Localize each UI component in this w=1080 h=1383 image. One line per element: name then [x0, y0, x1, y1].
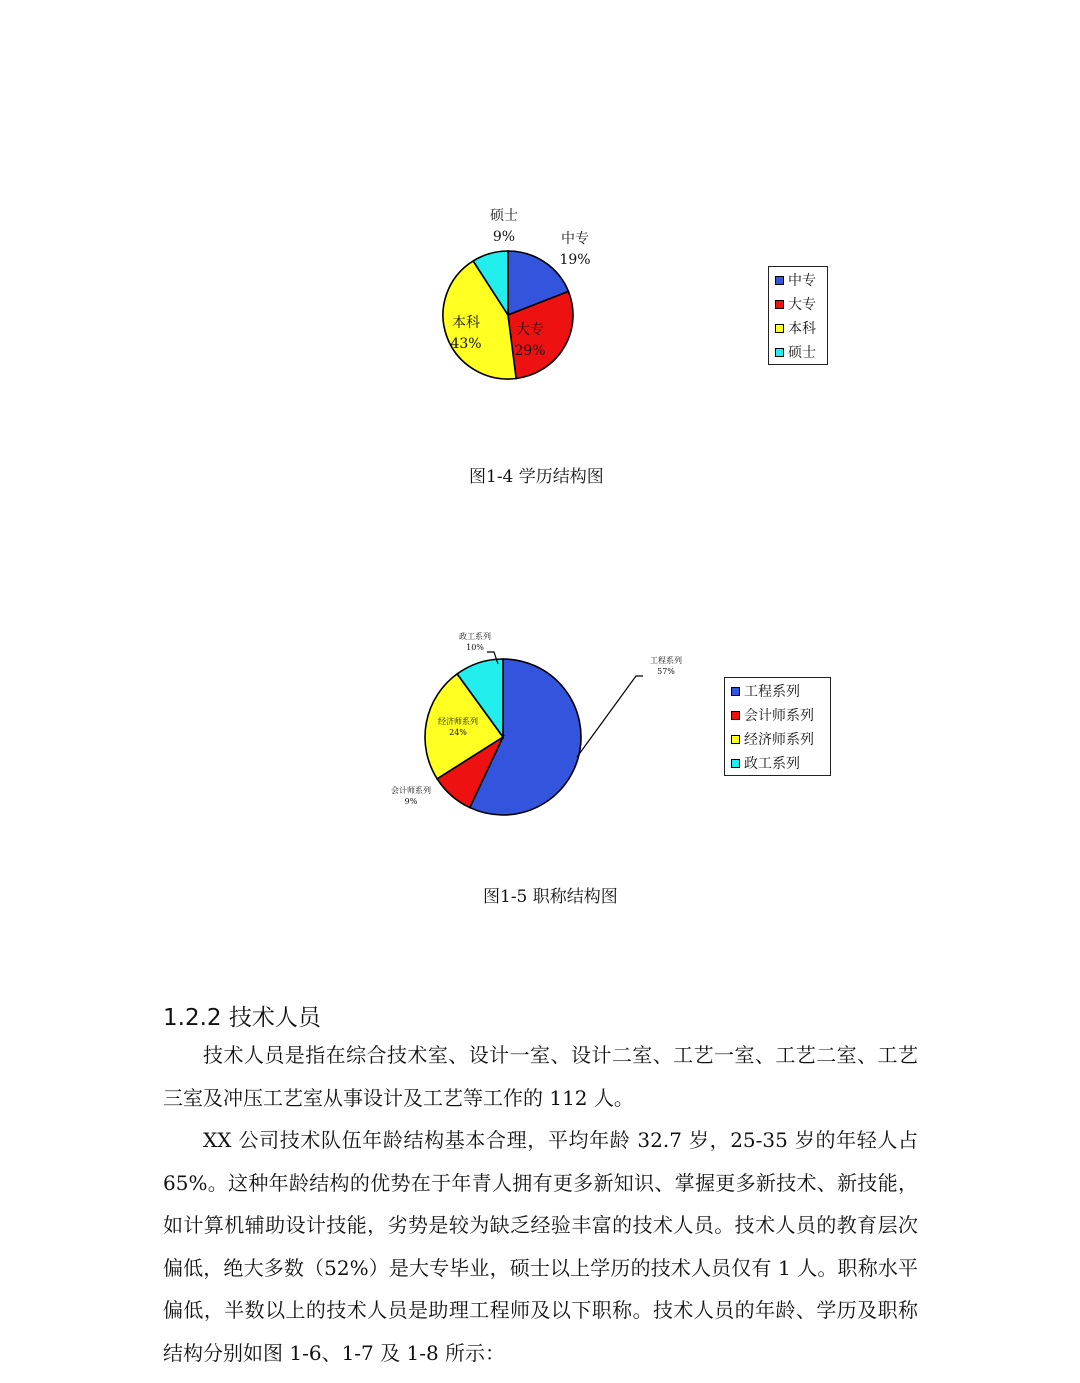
figure-caption: 图1-4 学历结构图 [469, 467, 604, 487]
legend-item [769, 340, 827, 364]
body-paragraph: 技术人员是指在综合技术室、设计一室、设计二室、工艺一室、工艺二室、工艺三室及冲压工艺室从事设计及工艺等工作的 112 人。 [163, 1043, 918, 1110]
slice-value-label: 43% [450, 336, 482, 352]
legend-education [768, 266, 828, 365]
pie-chart-titles [391, 631, 682, 815]
legend-swatch [731, 687, 740, 696]
legend-label: 政工系列 [744, 756, 800, 772]
legend-titles [724, 677, 831, 776]
slice-value-label: 24% [449, 728, 467, 737]
slice-value-label: 9% [492, 229, 516, 245]
legend-label: 硕士 [788, 345, 816, 361]
slice-category-label: 工程系列 [650, 656, 682, 665]
body-paragraph: XX 公司技术队伍年龄结构基本合理，平均年龄 32.7 岁，25-35 岁的年轻人占 65%。这种年龄结构的优势在于年青人拥有更多新知识、掌握更多新技术、新技能，如计算机辅助设计技能，劣势是较为缺乏经验丰富的技术人员。技术人员的教育层次偏低，绝大多数（52%）是大专毕业，硕士以上学历的技术人员仅有 1 人。职称水平偏低，半数以上的技术人员是助理工程师及以下职称。技术人员的年龄、学历及职称结构分别如图 1-6、1-7 及 1-8 所示： [163, 1128, 918, 1365]
slice-value-label: 29% [514, 343, 546, 359]
legend-item [725, 679, 830, 703]
slice-value-label: 19% [559, 252, 591, 268]
legend-label: 经济师系列 [744, 732, 814, 748]
legend-label: 会计师系列 [744, 708, 814, 724]
slice-value-label: 57% [657, 667, 675, 676]
slice-category-label: 经济师系列 [438, 717, 478, 726]
slice-category-label: 中专 [561, 231, 589, 247]
slice-category-label: 硕士 [490, 208, 518, 224]
figure-caption: 图1-5 职称结构图 [483, 887, 618, 907]
legend-item [725, 703, 830, 727]
slice-value-label: 9% [404, 797, 418, 806]
legend-label: 中专 [788, 273, 816, 289]
slice-value-label: 10% [466, 643, 484, 652]
legend-swatch [775, 348, 784, 357]
slice-category-label: 政工系列 [459, 632, 491, 641]
legend-item [769, 268, 827, 292]
legend-swatch [731, 759, 740, 768]
legend-label: 工程系列 [744, 684, 800, 700]
slice-category-label: 会计师系列 [391, 786, 431, 795]
legend-item [769, 292, 827, 316]
legend-item [769, 316, 827, 340]
section-heading: 1.2.2 技术人员 [163, 1005, 321, 1031]
legend-item [725, 727, 830, 751]
legend-swatch [731, 711, 740, 720]
slice-category-label: 本科 [452, 315, 480, 331]
legend-swatch [775, 324, 784, 333]
legend-label: 本科 [788, 321, 816, 337]
legend-label: 大专 [788, 297, 816, 313]
pie-chart-education [443, 208, 591, 379]
slice-category-label: 大专 [516, 322, 544, 338]
leader-line [577, 676, 643, 757]
legend-swatch [775, 300, 784, 309]
legend-item [725, 751, 830, 775]
legend-swatch [775, 276, 784, 285]
legend-swatch [731, 735, 740, 744]
